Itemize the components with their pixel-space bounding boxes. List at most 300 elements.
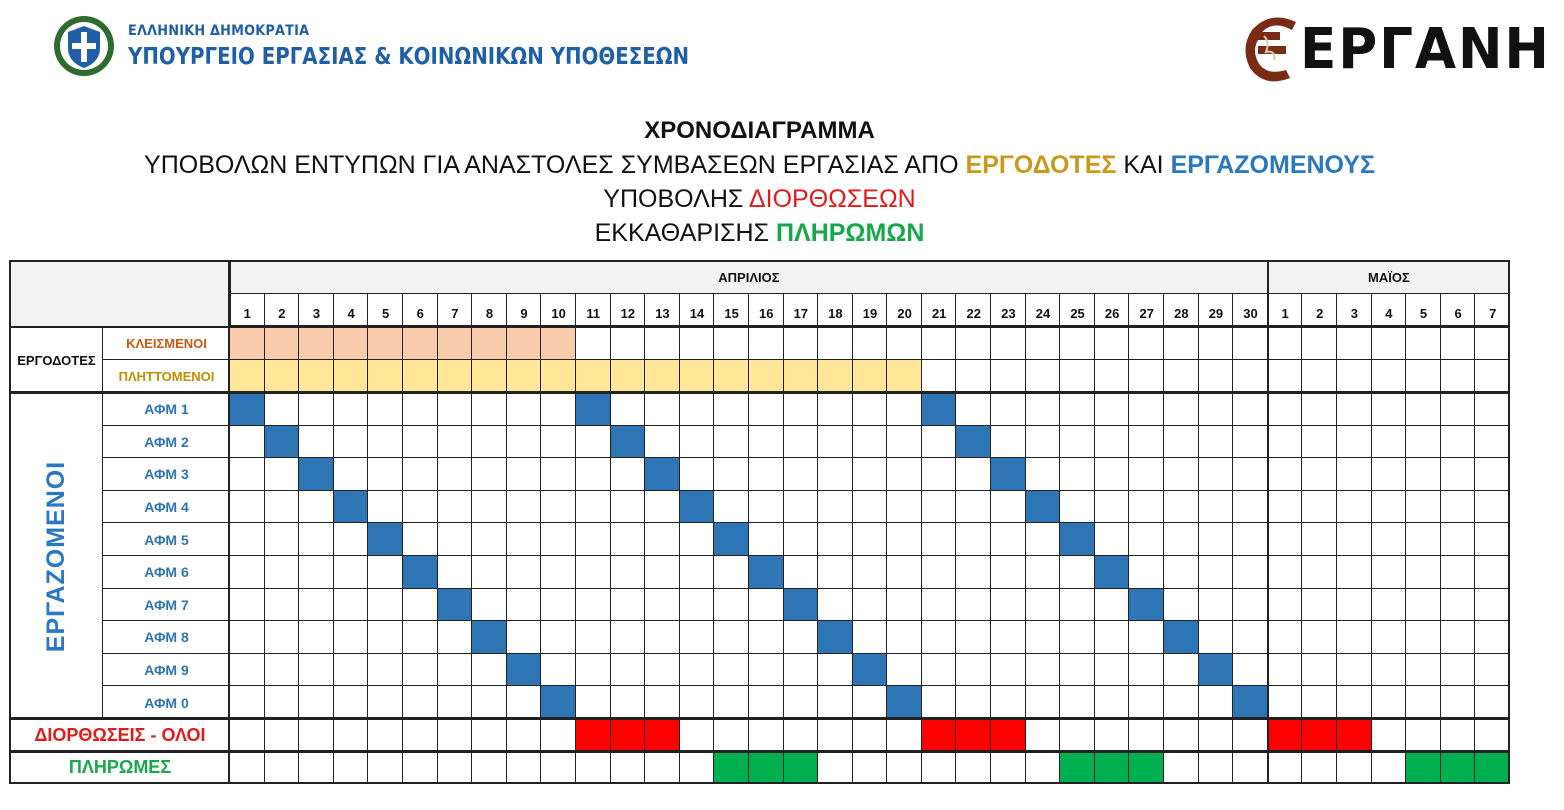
empty-cell [576, 621, 611, 654]
filled-cell [334, 327, 369, 360]
filled-cell [1129, 752, 1164, 785]
empty-cell [265, 458, 300, 491]
filled-cell [714, 752, 749, 785]
empty-cell [541, 719, 576, 752]
subtitle-text-3: ΕΚΚΑΘΑΡΙΣΗΣ [594, 219, 776, 247]
empty-cell [1406, 686, 1441, 719]
day-number: 12 [620, 306, 636, 321]
empty-cell [714, 556, 749, 589]
empty-cell [922, 360, 957, 393]
filled-cell [922, 719, 957, 752]
ergani-globe-icon [1240, 12, 1306, 86]
empty-cell [1302, 327, 1337, 360]
empty-cell [991, 393, 1026, 426]
empty-cell [1475, 621, 1510, 654]
empty-cell [991, 589, 1026, 622]
filled-cell [576, 719, 611, 752]
empty-cell [645, 654, 680, 687]
empty-cell [956, 393, 991, 426]
empty-cell [1060, 686, 1095, 719]
filled-cell [1060, 523, 1095, 556]
filled-cell [1337, 719, 1372, 752]
empty-cell [611, 458, 646, 491]
empty-cell [956, 654, 991, 687]
empty-cell [1475, 426, 1510, 459]
empty-cell [1095, 491, 1130, 524]
empty-cell [922, 458, 957, 491]
empty-cell [403, 752, 438, 785]
empty-cell [1337, 523, 1372, 556]
filled-cell [230, 393, 265, 426]
empty-cell [1199, 393, 1234, 426]
empty-cell [1129, 523, 1164, 556]
day-number: 4 [347, 306, 355, 321]
day-number: 10 [551, 306, 566, 321]
day-number: 20 [897, 306, 912, 321]
empty-cell [1302, 393, 1337, 426]
empty-cell [1233, 393, 1268, 426]
empty-cell [1026, 360, 1061, 393]
empty-cell [1026, 589, 1061, 622]
subtitle-line-2 [0, 182, 1519, 216]
empty-cell [1337, 458, 1372, 491]
empty-cell [1233, 523, 1268, 556]
day-number: 6 [1454, 306, 1462, 321]
day-number: 27 [1139, 306, 1154, 321]
empty-cell [541, 393, 576, 426]
filled-cell [1268, 719, 1303, 752]
empty-cell [1406, 621, 1441, 654]
empty-cell [1441, 621, 1476, 654]
empty-cell [714, 426, 749, 459]
empty-cell [1475, 491, 1510, 524]
bottom-row-label: ΠΛΗΡΩΜΕΣ [68, 757, 172, 778]
filled-cell [784, 752, 819, 785]
empty-cell [1060, 458, 1095, 491]
empty-cell [1337, 327, 1372, 360]
filled-cell [541, 360, 576, 393]
empty-cell [1302, 360, 1337, 393]
empty-cell [403, 458, 438, 491]
empty-cell [611, 556, 646, 589]
filled-cell [784, 360, 819, 393]
empty-cell [1060, 393, 1095, 426]
empty-cell [368, 752, 403, 785]
empty-cell [1475, 589, 1510, 622]
greek-emblem-icon [52, 14, 116, 78]
empty-cell [1026, 458, 1061, 491]
empty-cell [1095, 393, 1130, 426]
empty-cell [472, 589, 507, 622]
employees-group-label-wrap [10, 393, 103, 719]
day-number: 16 [758, 306, 774, 321]
empty-cell [1406, 719, 1441, 752]
empty-cell [1199, 752, 1234, 785]
filled-cell [853, 360, 888, 393]
empty-cell [611, 686, 646, 719]
empty-cell [1026, 654, 1061, 687]
empty-cell [714, 654, 749, 687]
empty-cell [818, 589, 853, 622]
empty-cell [334, 719, 369, 752]
empty-cell [887, 556, 922, 589]
empty-cell [230, 719, 265, 752]
empty-cell [1302, 523, 1337, 556]
empty-cell [1302, 589, 1337, 622]
empty-cell [818, 556, 853, 589]
empty-cell [1406, 491, 1441, 524]
empty-cell [853, 491, 888, 524]
empty-cell [818, 523, 853, 556]
empty-cell [1302, 752, 1337, 785]
empty-cell [749, 621, 784, 654]
empty-cell [714, 393, 749, 426]
empty-cell [1199, 589, 1234, 622]
empty-cell [368, 426, 403, 459]
empty-cell [1268, 360, 1303, 393]
filled-cell [991, 458, 1026, 491]
afm-row-label: ΑΦΜ 8 [144, 629, 189, 646]
empty-cell [1060, 360, 1095, 393]
empty-cell [1199, 426, 1234, 459]
empty-cell [714, 621, 749, 654]
empty-cell [1129, 393, 1164, 426]
filled-cell [1095, 556, 1130, 589]
empty-cell [507, 426, 542, 459]
empty-cell [1233, 556, 1268, 589]
filled-cell [645, 458, 680, 491]
empty-cell [1026, 523, 1061, 556]
empty-cell [1475, 654, 1510, 687]
empty-cell [438, 491, 473, 524]
empty-cell [1372, 686, 1407, 719]
empty-cell [1441, 491, 1476, 524]
filled-cell [438, 360, 473, 393]
empty-cell [784, 654, 819, 687]
day-number: 30 [1243, 306, 1258, 321]
empty-cell [887, 719, 922, 752]
empty-cell [714, 458, 749, 491]
empty-cell [299, 686, 334, 719]
empty-cell [1475, 556, 1510, 589]
afm-row-label: ΑΦΜ 0 [144, 694, 189, 711]
empty-cell [368, 621, 403, 654]
empty-cell [1233, 719, 1268, 752]
empty-cell [1199, 523, 1234, 556]
empty-cell [1441, 523, 1476, 556]
empty-cell [1441, 686, 1476, 719]
empty-cell [1026, 393, 1061, 426]
day-number: 6 [416, 306, 424, 321]
empty-cell [1164, 426, 1199, 459]
empty-cell [1164, 654, 1199, 687]
empty-cell [1337, 360, 1372, 393]
empty-cell [334, 556, 369, 589]
empty-cell [507, 491, 542, 524]
empty-cell [541, 458, 576, 491]
empty-cell [991, 360, 1026, 393]
subtitle-line-3 [0, 216, 1519, 250]
empty-cell [1026, 556, 1061, 589]
empty-cell [1441, 589, 1476, 622]
empty-cell [853, 589, 888, 622]
empty-cell [299, 426, 334, 459]
empty-cell [403, 523, 438, 556]
empty-cell [680, 458, 715, 491]
empty-cell [541, 621, 576, 654]
empty-cell [1129, 360, 1164, 393]
bottom-row-label: ΔΙΟΡΘΩΣΕΙΣ - ΟΛΟΙ [34, 724, 206, 745]
empty-cell [507, 686, 542, 719]
empty-cell [784, 686, 819, 719]
empty-cell [1302, 556, 1337, 589]
empty-cell [507, 393, 542, 426]
empty-cell [1372, 458, 1407, 491]
filled-cell [507, 654, 542, 687]
empty-cell [507, 621, 542, 654]
empty-cell [1337, 589, 1372, 622]
empty-cell [1199, 458, 1234, 491]
afm-row-label: ΑΦΜ 6 [144, 564, 189, 581]
empty-cell [1441, 327, 1476, 360]
empty-cell [438, 686, 473, 719]
filled-cell [956, 719, 991, 752]
empty-cell [1372, 589, 1407, 622]
empty-cell [853, 621, 888, 654]
empty-cell [438, 719, 473, 752]
filled-cell [368, 327, 403, 360]
empty-cell [853, 686, 888, 719]
filled-cell [1199, 654, 1234, 687]
empty-cell [818, 491, 853, 524]
empty-cell [991, 327, 1026, 360]
empty-cell [922, 752, 957, 785]
afm-row-label: ΑΦΜ 3 [144, 466, 189, 483]
empty-cell [956, 556, 991, 589]
empty-cell [576, 686, 611, 719]
empty-cell [299, 752, 334, 785]
empty-cell [1026, 327, 1061, 360]
day-number: 5 [382, 306, 390, 321]
empty-cell [507, 589, 542, 622]
empty-cell [645, 686, 680, 719]
empty-cell [1026, 426, 1061, 459]
empty-cell [1475, 393, 1510, 426]
empty-cell [368, 393, 403, 426]
empty-cell [230, 752, 265, 785]
filled-cell [749, 556, 784, 589]
day-number: 26 [1104, 306, 1120, 321]
empty-cell [645, 523, 680, 556]
main-title: ΧΡΟΝΟΔΙΑΓΡΑΜΜΑ [644, 117, 875, 144]
day-number: 4 [1385, 306, 1393, 321]
empty-cell [576, 458, 611, 491]
empty-cell [1233, 491, 1268, 524]
empty-cell [1233, 654, 1268, 687]
empty-cell [680, 654, 715, 687]
empty-cell [472, 393, 507, 426]
empty-cell [1129, 686, 1164, 719]
empty-cell [1441, 458, 1476, 491]
filled-cell [1406, 752, 1441, 785]
empty-cell [230, 491, 265, 524]
empty-cell [1164, 360, 1199, 393]
empty-cell [818, 426, 853, 459]
empty-cell [438, 556, 473, 589]
day-number: 22 [966, 306, 982, 321]
empty-cell [576, 523, 611, 556]
empty-cell [1060, 654, 1095, 687]
empty-cell [1268, 523, 1303, 556]
empty-cell [611, 654, 646, 687]
empty-cell [438, 523, 473, 556]
employers-group-label: ΕΡΓΟΔΟΤΕΣ [17, 352, 96, 368]
subtitle-line-1 [0, 148, 1519, 182]
empty-cell [956, 621, 991, 654]
empty-cell [784, 621, 819, 654]
empty-cell [403, 621, 438, 654]
empty-cell [1199, 360, 1234, 393]
empty-cell [1475, 360, 1510, 393]
day-number: 1 [243, 306, 251, 321]
empty-cell [818, 686, 853, 719]
filled-cell [334, 360, 369, 393]
day-number: 14 [689, 306, 705, 321]
empty-cell [472, 752, 507, 785]
empty-cell [334, 458, 369, 491]
filled-cell [714, 360, 749, 393]
empty-cell [1372, 523, 1407, 556]
empty-cell [1475, 719, 1510, 752]
empty-cell [1475, 327, 1510, 360]
empty-cell [265, 654, 300, 687]
empty-cell [438, 752, 473, 785]
empty-cell [1406, 556, 1441, 589]
empty-cell [1095, 654, 1130, 687]
empty-cell [1406, 426, 1441, 459]
empty-cell [1199, 686, 1234, 719]
filled-cell [1441, 752, 1476, 785]
empty-cell [784, 719, 819, 752]
empty-cell [299, 654, 334, 687]
empty-cell [714, 719, 749, 752]
empty-cell [265, 686, 300, 719]
empty-cell [230, 523, 265, 556]
empty-cell [1164, 393, 1199, 426]
empty-cell [1337, 491, 1372, 524]
empty-cell [680, 719, 715, 752]
empty-cell [956, 589, 991, 622]
ministry-country-label: ΕΛΛΗΝΙΚΗ ΔΗΜΟΚΡΑΤΙΑ [128, 22, 310, 39]
ergani-logo-text: ΕΡΓΑΝΗ [1300, 16, 1551, 82]
empty-cell [299, 491, 334, 524]
empty-cell [334, 654, 369, 687]
empty-cell [1302, 458, 1337, 491]
empty-cell [887, 393, 922, 426]
filled-cell [749, 752, 784, 785]
day-number: 25 [1070, 306, 1085, 321]
employer-row-label: ΠΛΗΤΤΟΜΕΝΟΙ [118, 369, 215, 384]
filled-cell [472, 621, 507, 654]
empty-cell [1129, 654, 1164, 687]
empty-cell [265, 491, 300, 524]
empty-cell [645, 491, 680, 524]
empty-cell [1441, 654, 1476, 687]
empty-cell [749, 327, 784, 360]
empty-cell [1199, 621, 1234, 654]
day-number: 29 [1208, 306, 1224, 321]
empty-cell [784, 327, 819, 360]
empty-cell [472, 719, 507, 752]
empty-cell [680, 686, 715, 719]
empty-cell [265, 523, 300, 556]
empty-cell [1441, 426, 1476, 459]
filled-cell [887, 686, 922, 719]
empty-cell [1060, 556, 1095, 589]
filled-cell [541, 686, 576, 719]
empty-cell [403, 589, 438, 622]
empty-cell [1372, 752, 1407, 785]
empty-cell [368, 654, 403, 687]
empty-cell [714, 589, 749, 622]
empty-cell [1337, 426, 1372, 459]
empty-cell [1475, 686, 1510, 719]
empty-cell [1475, 523, 1510, 556]
empty-cell [1337, 621, 1372, 654]
empty-cell [230, 426, 265, 459]
empty-cell [403, 393, 438, 426]
empty-cell [576, 589, 611, 622]
empty-cell [1129, 556, 1164, 589]
empty-cell [749, 686, 784, 719]
empty-cell [1302, 621, 1337, 654]
empty-cell [1199, 491, 1234, 524]
empty-cell [1095, 458, 1130, 491]
filled-cell [749, 360, 784, 393]
empty-cell [403, 491, 438, 524]
afm-row-label: ΑΦΜ 4 [144, 499, 189, 516]
day-number: 5 [1419, 306, 1428, 321]
empty-cell [541, 523, 576, 556]
empty-cell [1268, 752, 1303, 785]
subtitle-text-2: ΥΠΟΒΟΛΗΣ [603, 185, 749, 213]
day-number: 23 [1001, 306, 1016, 321]
afm-row-label: ΑΦΜ 9 [144, 662, 189, 679]
day-number: 1 [1281, 306, 1289, 321]
empty-cell [1372, 654, 1407, 687]
empty-cell [299, 523, 334, 556]
empty-cell [1441, 719, 1476, 752]
empty-cell [887, 523, 922, 556]
filled-cell [1233, 686, 1268, 719]
ministry-logo [52, 14, 780, 78]
empty-cell [438, 654, 473, 687]
empty-cell [922, 523, 957, 556]
day-number: 18 [828, 306, 843, 321]
empty-cell [576, 491, 611, 524]
empty-cell [1060, 589, 1095, 622]
empty-cell [956, 523, 991, 556]
filled-cell [1475, 752, 1510, 785]
empty-cell [853, 556, 888, 589]
empty-cell [818, 719, 853, 752]
day-number: 15 [724, 306, 739, 321]
empty-cell [1095, 426, 1130, 459]
empty-cell [922, 491, 957, 524]
empty-cell [887, 654, 922, 687]
filled-cell [230, 360, 265, 393]
filled-cell [299, 327, 334, 360]
